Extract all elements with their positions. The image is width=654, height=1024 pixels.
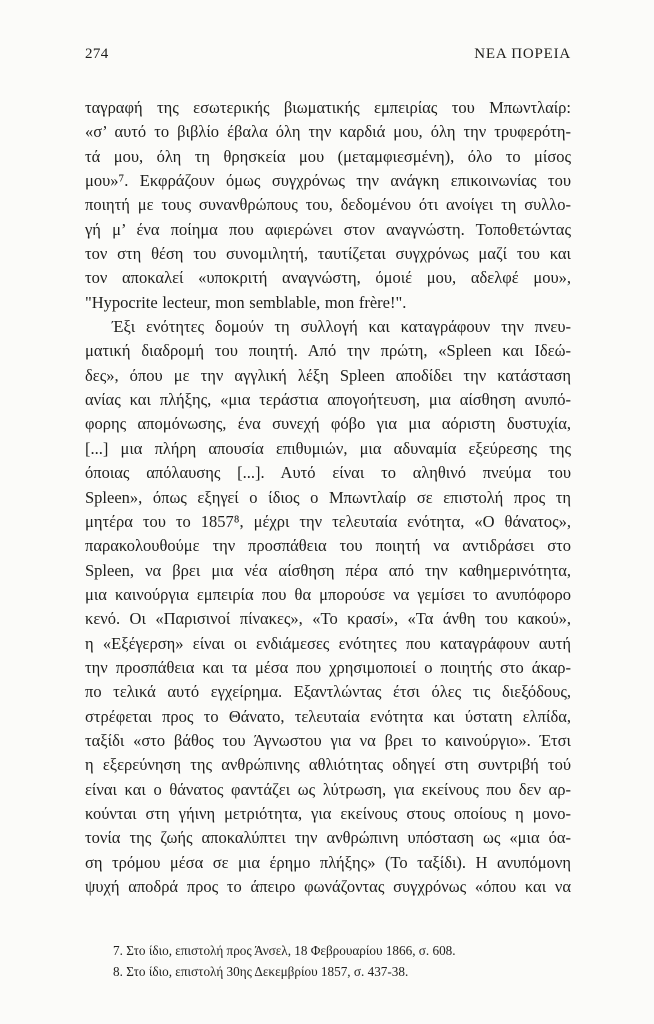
body-line: φορης απομόνωσης, ένα συνεχή φόβο για μια αόριστη δυστυχία,: [85, 414, 571, 434]
body-line: ση τρόμου μέσα σε μια έρημο πλήξης» (Το ταξίδι). Η ανυπόμονη: [85, 852, 571, 872]
body-line: Spleen», όπως εξηγεί ο ίδιος ο Μπωντλαίρ σε επιστολή προς τη: [85, 487, 571, 507]
body-line: την προσπάθεια και τα μέσα που χρησιμοποιεί ο ποιητής στο άκαρ-: [85, 657, 571, 677]
body-line: τον στη θέση του συνομιλητή, ταυτίζεται συγχρόνως μαζί του και: [85, 244, 571, 264]
body-line-paragraph-start: Έξι ενότητες δομούν τη συλλογή και καταγράφουν την πνευ-: [112, 317, 571, 337]
body-line: είναι και ο θάνατος φαντάζει ως λύτρωση, για εκείνους που δεν αρ-: [85, 779, 571, 799]
body-line: ταξίδι «στο βάθος του Άγνωστου για να βρει το καινούργιο». Έτσι: [85, 730, 571, 750]
body-line: ψυχή αποδρά προς το άπειρο φωνάζοντας συγχρόνως «όπου και να: [85, 877, 571, 896]
body-line: ματική διαδρομή του ποιητή. Από την πρώτη, «Spleen και Ιδεώ-: [85, 341, 571, 361]
body-line: στρέφεται προς το Θάνατο, τελευταία ενότητα και ύστατη ελπίδα,: [85, 706, 571, 726]
body-line: η «Εξέγερση» είναι οι ενδιάμεσες ενότητες που καταγράφουν αυτή: [85, 633, 571, 653]
body-line: "Hypocrite lecteur, mon semblable, mon frère!".: [85, 292, 407, 312]
body-line: [...] μια πλήρη απουσία επιθυμιών, μια αδυναμία εξεύρεσης της: [85, 438, 571, 458]
body-line: πο τελικά αυτό εγχείρημα. Εξαντλώντας έτσι όλες τις διεξόδους,: [85, 682, 571, 702]
page-number: 274: [85, 46, 109, 62]
body-line: γή μ’ ένα ποίημα που αφιερώνει στον αναγνώστη. Τοποθετώντας: [85, 219, 571, 239]
body-line: μια καινούργια εμπειρία που θα μπορούσε να γεμίσει το ανυπόφορο: [85, 584, 571, 604]
body-line: δες», όπου με την αγγλική λέξη Spleen αποδίδει την κατάσταση: [85, 365, 571, 385]
body-line: ποιητή με τους συνανθρώπους του, δεδομένου ότι ανοίγει τη συλλο-: [85, 195, 571, 215]
body-line: «σ’ αυτό το βιβλίο έβαλα όλη την καρδιά μου, όλη την τρυφερότη-: [85, 122, 571, 142]
body-line: τον αποκαλεί «υποκριτή αναγνώστη, όμοιέ μου, αδελφέ μου»,: [85, 268, 571, 288]
body-text: [85, 96, 571, 899]
footnote-8: 8. Στο ίδιο, επιστολή 30ης Δεκεμβρίου 1857, σ. 437-38.: [113, 963, 409, 979]
body-line: κενό. Οι «Παρισινοί πίνακες», «Το κρασί», «Τα άνθη του κακού»,: [85, 609, 571, 629]
body-line: κούνται στη γήινη μετριότητα, για εκείνους στους οποίους η μονο-: [85, 803, 571, 823]
body-line: η εξερεύνηση της ανθρώπινης αθλιότητας οδηγεί στη συντριβή τού: [85, 755, 571, 775]
body-line: τά μου, όλη τη θρησκεία μου (μεταμφιεσμένη), όλο το μίσος: [85, 146, 571, 166]
running-head: [85, 46, 571, 63]
body-line: ταγραφή της εσωτερικής βιωματικής εμπειρίας του Μπωντλαίρ:: [85, 98, 571, 117]
body-line: ανίας και πλήξης, «μια τεράστια απογοήτευση, μια αίσθηση ανυπό-: [85, 390, 571, 410]
journal-title: ΝΕΑ ΠΟΡΕΙΑ: [474, 46, 571, 62]
body-line: μου»⁷. Εκφράζουν όμως συγχρόνως την ανάγκη επικοινωνίας του: [85, 171, 571, 191]
body-line: παρακολουθούμε την προσπάθεια του ποιητή να αντιδράσει στο: [85, 536, 571, 556]
footnotes: [113, 941, 573, 982]
body-line: μητέρα του το 1857⁸, μέχρι την τελευταία ενότητα, «Ο θάνατος»,: [85, 511, 571, 531]
body-line: τονία της ζωής αποκαλύπτει την ανθρώπινη υπόσταση ως «μια όα-: [85, 828, 571, 848]
footnote-7: 7. Στο ίδιο, επιστολή προς Άνσελ, 18 Φεβρουαρίου 1866, σ. 608.: [113, 943, 456, 958]
body-line: Spleen, να βρει μια νέα αίσθηση πέρα από την καθημερινότητα,: [85, 560, 571, 580]
body-line: όποιας απόλαυσης [...]. Αυτό είναι το αληθινό πνεύμα του: [85, 463, 571, 483]
